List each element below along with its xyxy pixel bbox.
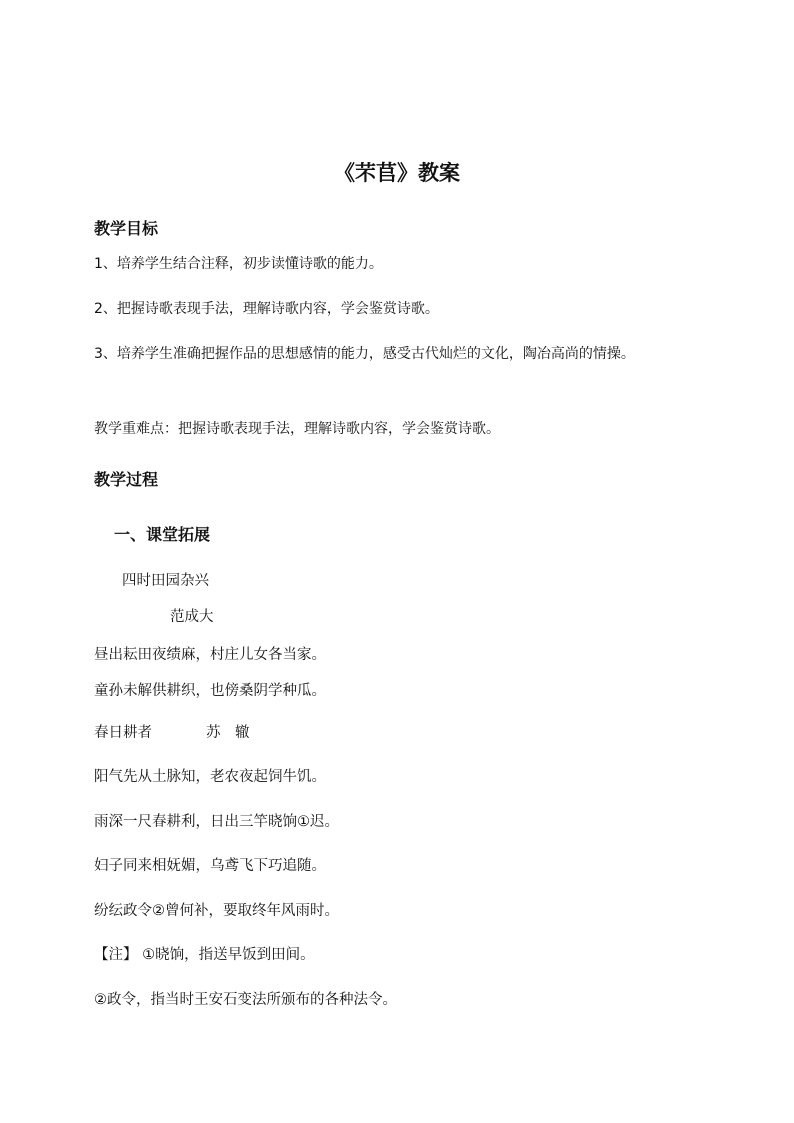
goals-heading: 教学目标: [94, 219, 159, 238]
page-title: 《芣苢》教案: [334, 161, 460, 185]
note-2: ②政令，指当时王安石变法所颁布的各种法令。: [94, 992, 397, 1008]
poem1-title: 四时田园杂兴: [122, 573, 209, 589]
process-heading: 教学过程: [94, 470, 159, 489]
poem1-line-1: 昼出耘田夜绩麻，村庄儿女各当家。: [94, 647, 326, 663]
poem1-line-2: 童孙未解供耕织，也傍桑阴学种瓜。: [94, 683, 326, 699]
poem2-line-1: 阳气先从土脉知，老农夜起饲牛饥。: [94, 769, 326, 785]
poem2-author: 苏 辙: [206, 725, 250, 741]
goal-item-1: 1、培养学生结合注释，初步读懂诗歌的能力。: [94, 256, 383, 272]
poem2-line-3: 妇子同来相妩媚，乌鸢飞下巧追随。: [94, 858, 326, 874]
note-1: 【注】 ①晓饷，指送早饭到田间。: [94, 947, 315, 963]
poem1-author: 范成大: [170, 609, 214, 625]
goal-item-2: 2、把握诗歌表现手法，理解诗歌内容，学会鉴赏诗歌。: [94, 301, 439, 317]
goal-item-3: 3、培养学生准确把握作品的思想感情的能力，感受古代灿烂的文化，陶冶高尚的情操。: [94, 346, 635, 362]
poem2-title: 春日耕者: [94, 725, 152, 741]
section-heading-1: 一、课堂拓展: [114, 525, 211, 544]
poem2-line-2: 雨深一尺春耕利，日出三竿晓饷①迟。: [94, 814, 339, 830]
poem2-line-4: 纷纭政令②曾何补，要取终年风雨时。: [94, 903, 339, 919]
key-points: 教学重难点：把握诗歌表现手法，理解诗歌内容，学会鉴赏诗歌。: [94, 421, 500, 437]
